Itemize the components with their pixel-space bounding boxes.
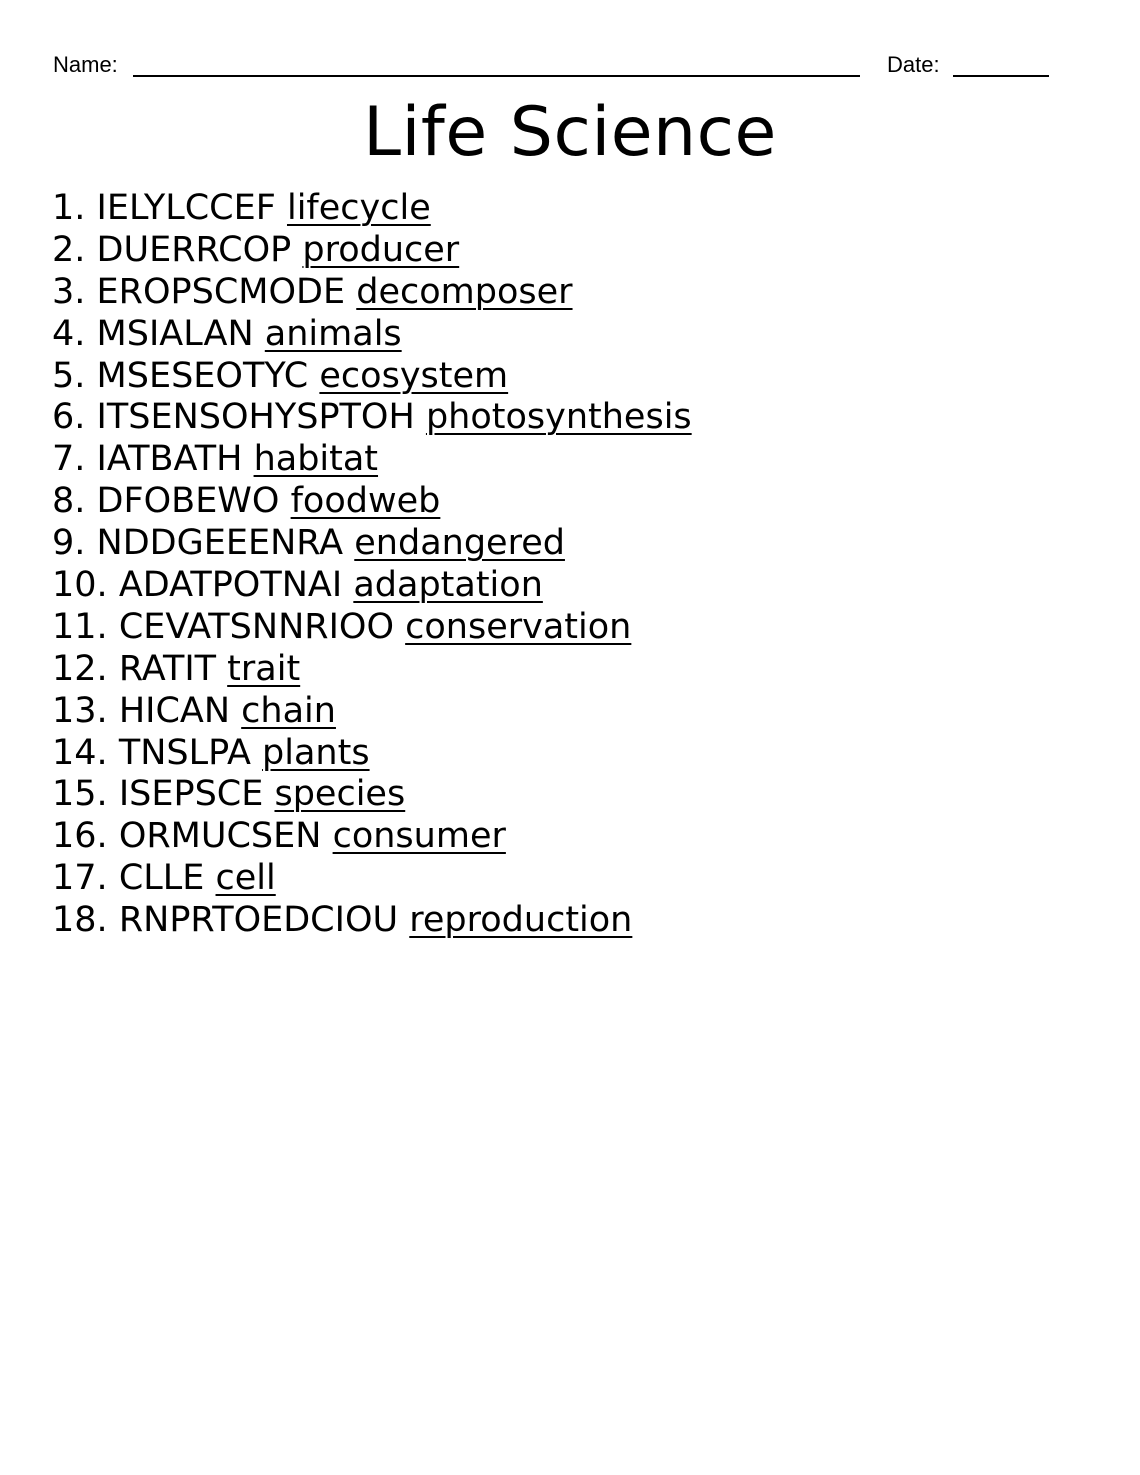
answer-word: chain: [241, 690, 336, 731]
list-item: [52, 481, 692, 523]
item-number: 6.: [52, 397, 86, 438]
list-item: [52, 230, 692, 272]
scrambled-word: DFOBEWO: [96, 481, 280, 522]
item-number: 11.: [52, 606, 108, 647]
list-item: [52, 356, 692, 398]
list-item: [52, 439, 692, 481]
answer-word: species: [274, 774, 406, 815]
answer-word: animals: [264, 313, 402, 354]
list-item: [52, 816, 692, 858]
name-label: Name:: [53, 52, 118, 77]
scrambled-word: ITSENSOHYSPTOH: [96, 397, 415, 438]
list-item: [52, 733, 692, 775]
scrambled-word: CLLE: [118, 858, 205, 899]
scrambled-word: HICAN: [118, 690, 231, 731]
answer-word: lifecycle: [286, 188, 431, 228]
answer-word: foodweb: [290, 481, 441, 522]
worksheet-header: [53, 50, 1050, 80]
scrambled-word: CEVATSNNRIOO: [118, 606, 394, 647]
date-label: Date:: [887, 52, 940, 77]
item-number: 12.: [52, 648, 108, 689]
list-item: [52, 188, 692, 230]
item-number: 13.: [52, 690, 108, 731]
scrambled-word: IATBATH: [96, 439, 243, 480]
answer-word: reproduction: [409, 900, 633, 941]
answer-word: endangered: [354, 523, 565, 564]
item-number: 7.: [52, 439, 86, 480]
item-number: 1.: [52, 188, 86, 228]
scrambled-word: EROPSCMODE: [96, 271, 346, 312]
item-number: 16.: [52, 816, 108, 857]
item-number: 15.: [52, 774, 108, 815]
scrambled-word: NDDGEEENRA: [96, 523, 344, 564]
list-item: [52, 523, 692, 565]
scrambled-word: ORMUCSEN: [118, 816, 322, 857]
list-item: [52, 565, 692, 607]
list-item: [52, 900, 692, 942]
item-number: 14.: [52, 732, 108, 773]
scrambled-word: RATIT: [118, 648, 217, 689]
list-item: [52, 607, 692, 649]
item-number: 5.: [52, 355, 86, 396]
answer-word: cell: [215, 858, 276, 899]
answer-word: trait: [227, 648, 301, 689]
item-number: 4.: [52, 313, 86, 354]
scrambled-word: IELYLCCEF: [96, 188, 276, 228]
list-item: [52, 314, 692, 356]
answer-word: conservation: [405, 606, 632, 647]
item-number: 8.: [52, 481, 86, 522]
answer-word: adaptation: [353, 565, 543, 606]
item-number: 10.: [52, 565, 108, 606]
answer-word: consumer: [332, 816, 506, 857]
list-item: [52, 774, 692, 816]
answer-word: plants: [262, 732, 370, 773]
scrambled-word: MSESEOTYC: [96, 355, 309, 396]
answer-word: decomposer: [356, 271, 573, 312]
item-number: 18.: [52, 900, 108, 941]
item-number: 9.: [52, 523, 86, 564]
scrambled-word: RNPRTOEDCIOU: [118, 900, 399, 941]
item-number: 2.: [52, 229, 86, 270]
scrambled-word: ISEPSCE: [118, 774, 264, 815]
scrambled-word: DUERRCOP: [96, 229, 292, 270]
name-blank-line: [133, 75, 860, 77]
scrambled-word: TNSLPA: [118, 732, 251, 773]
scrambled-word: ADATPOTNAI: [118, 565, 343, 606]
scrambled-word: MSIALAN: [96, 313, 254, 354]
answer-word: producer: [302, 229, 460, 270]
answer-word: habitat: [253, 439, 379, 480]
list-item: [52, 691, 692, 733]
list-item: [52, 649, 692, 691]
list-item: [52, 272, 692, 314]
list-item: [52, 858, 692, 900]
page-title: Life Science: [363, 93, 777, 172]
word-scramble-list: [52, 188, 692, 942]
date-blank-line: [953, 75, 1049, 77]
answer-word: ecosystem: [319, 355, 509, 396]
answer-word: photosynthesis: [425, 397, 692, 438]
item-number: 3.: [52, 271, 86, 312]
item-number: 17.: [52, 858, 108, 899]
list-item: [52, 397, 692, 439]
